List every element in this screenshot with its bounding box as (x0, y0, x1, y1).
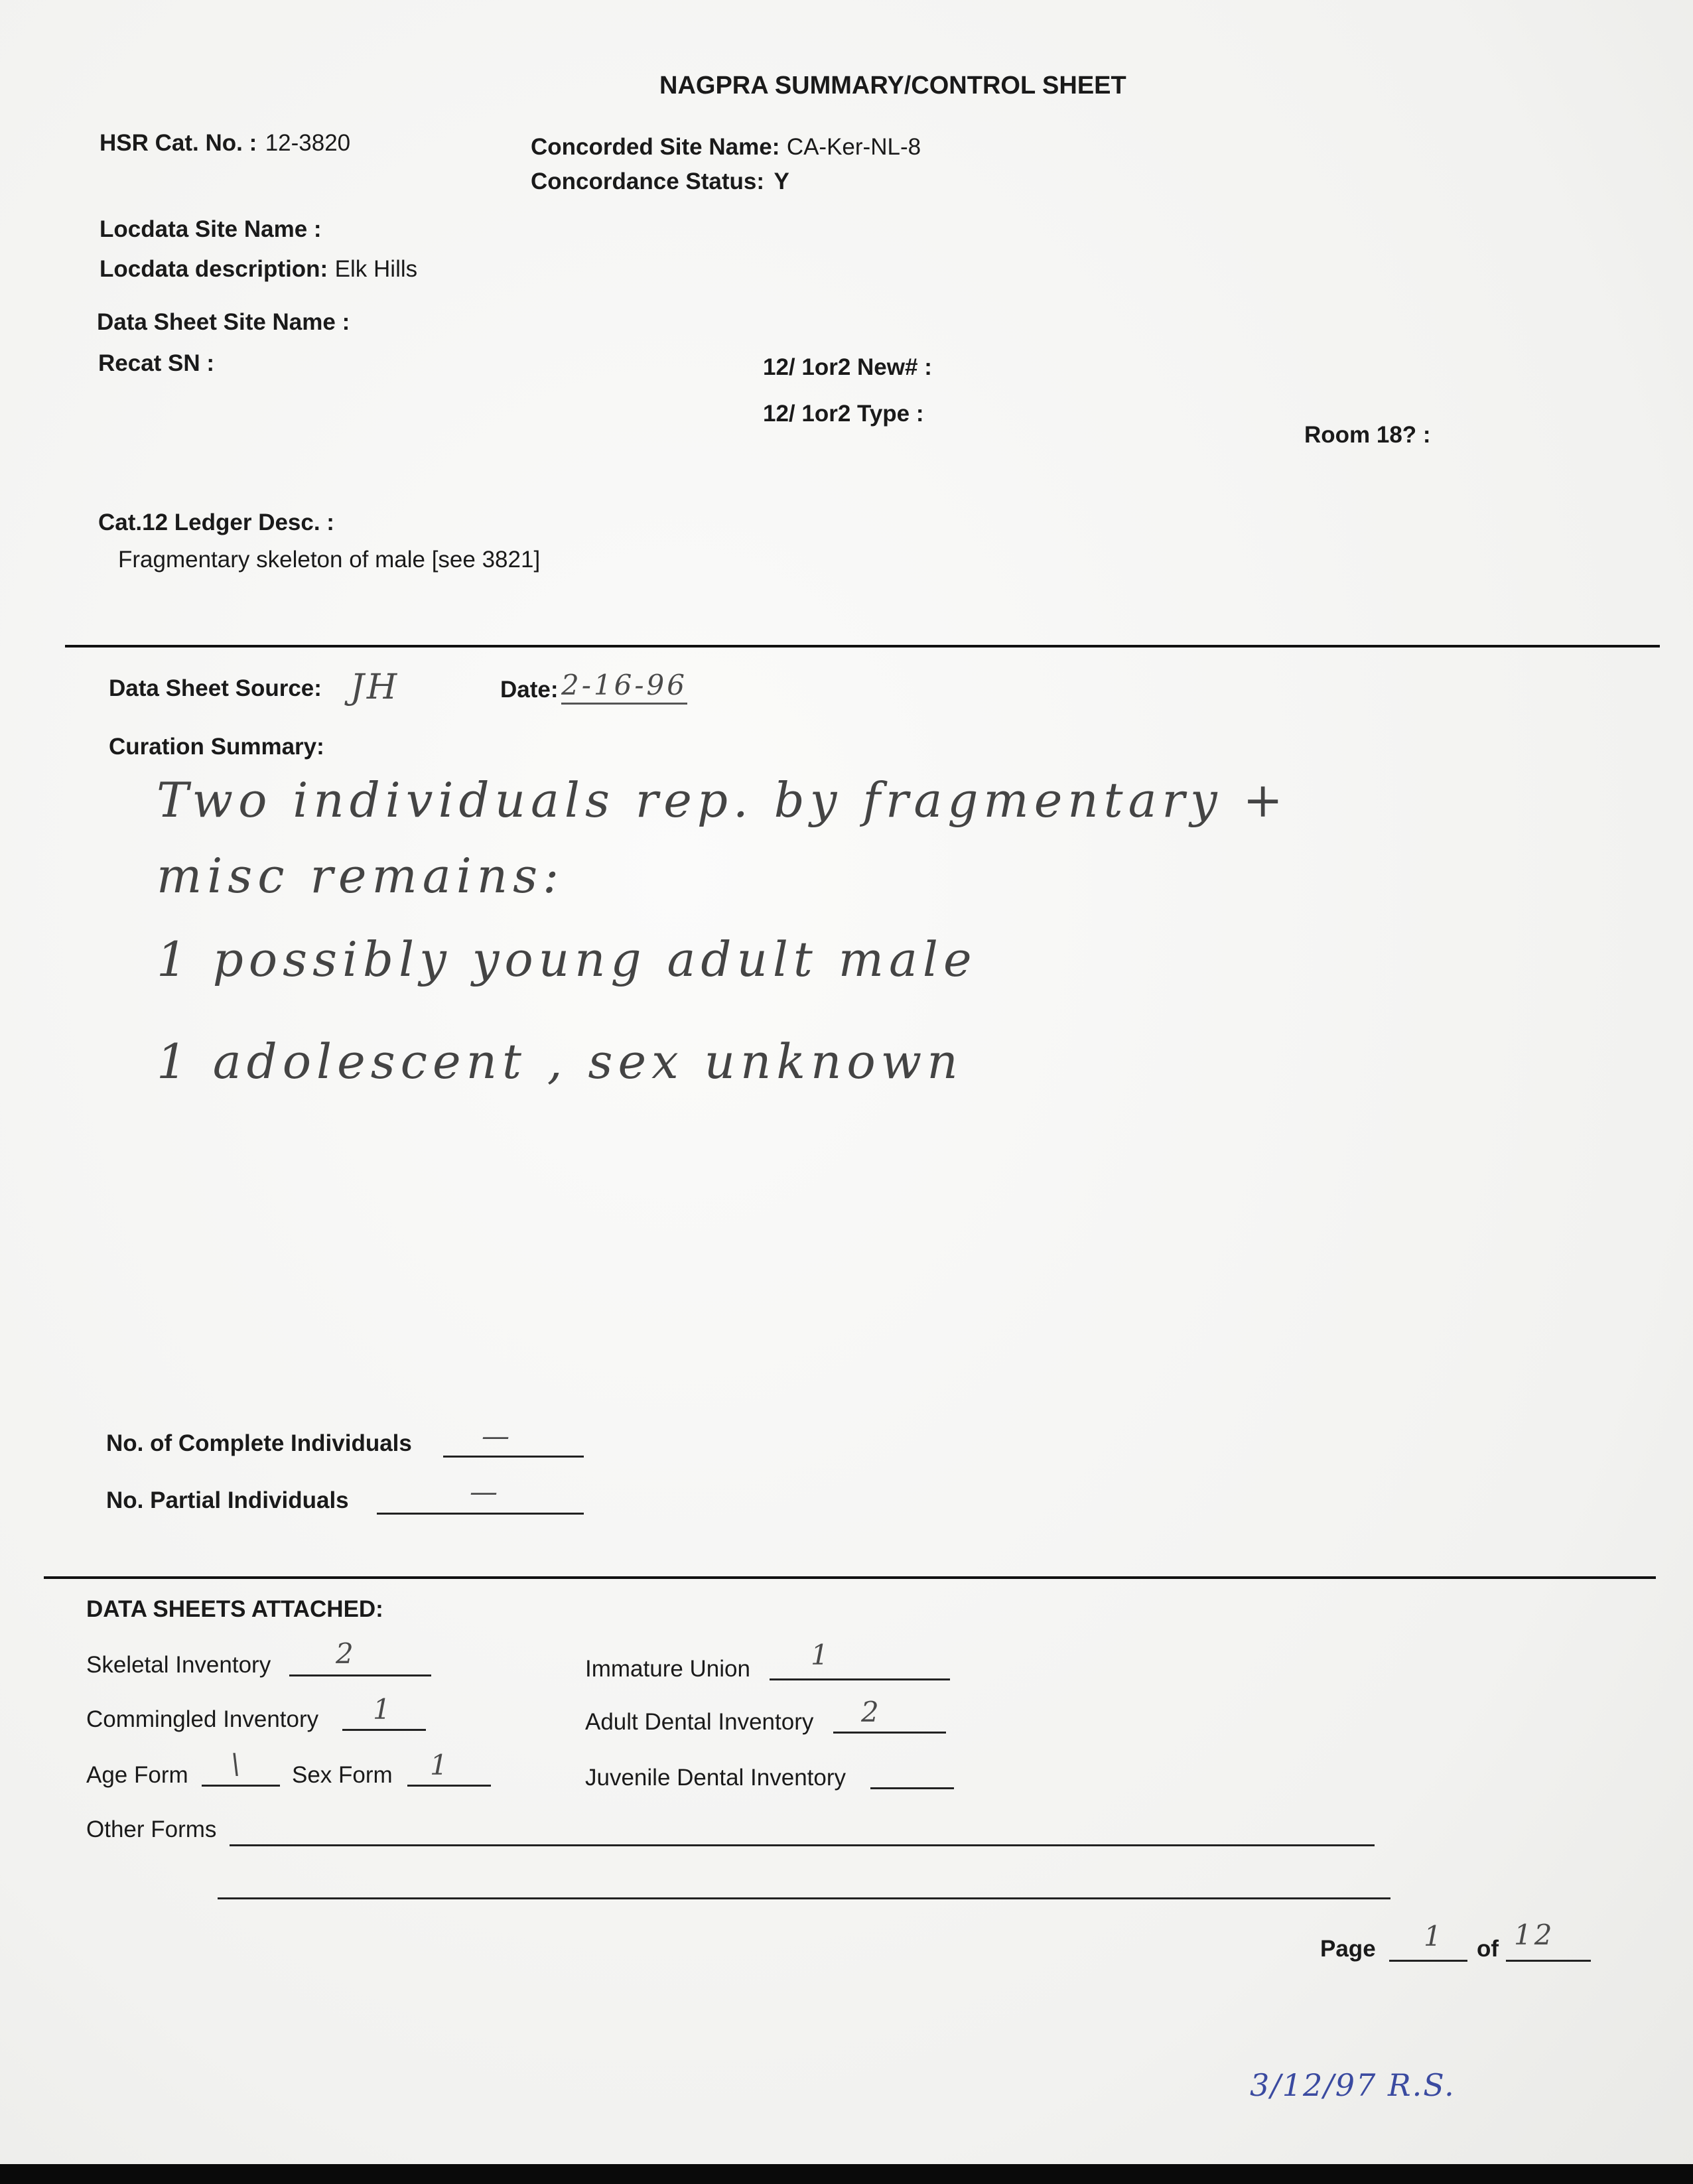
curation-note-line: 1 possibly young adult male (157, 931, 977, 987)
skeletal-inventory-label: Skeletal Inventory (86, 1652, 271, 1678)
complete-individuals-value: — (482, 1420, 512, 1452)
curation-note-line: misc remains: (157, 848, 565, 904)
page-number-value: 1 (1424, 1920, 1444, 1952)
skeletal-inventory-line (289, 1674, 431, 1676)
data-sheet-source-value: JH (350, 667, 400, 707)
immature-union-line (770, 1678, 950, 1680)
concordance-status-field (531, 169, 789, 195)
ledger-desc-value: Fragmentary skeleton of male [see 3821] (118, 547, 541, 573)
data-sheet-site-name-label: Data Sheet Site Name : (97, 309, 350, 335)
hsr-cat-label: HSR Cat. No. : (100, 130, 257, 156)
section-divider (44, 1576, 1656, 1579)
concorded-site-value: CA-Ker-NL-8 (786, 134, 921, 160)
page-number-line (1389, 1960, 1467, 1962)
room-18-label: Room 18? : (1304, 422, 1431, 448)
adult-dental-inventory-line (833, 1732, 946, 1734)
complete-individuals-line (443, 1456, 584, 1458)
concorded-site-field (531, 134, 921, 161)
sex-form-line (407, 1785, 491, 1787)
concordance-status-value: Y (774, 169, 789, 194)
curation-summary-label: Curation Summary: (109, 734, 324, 760)
age-form-line (202, 1785, 280, 1787)
page-title: NAGPRA SUMMARY/CONTROL SHEET (659, 72, 1126, 100)
age-form-value: \ (231, 1747, 243, 1780)
sex-form-label: Sex Form (292, 1762, 393, 1788)
date-label: Date: (500, 677, 559, 703)
handwritten-initials: 3/12/97 R.S. (1250, 2067, 1456, 2103)
adult-dental-inventory-label: Adult Dental Inventory (585, 1709, 814, 1735)
recat-sn-label: Recat SN : (98, 350, 215, 376)
hsr-cat-value: 12-3820 (265, 130, 351, 156)
commingled-inventory-label: Commingled Inventory (86, 1706, 319, 1732)
page-label: Page (1320, 1936, 1376, 1962)
immature-union-value: 1 (811, 1639, 831, 1671)
concorded-site-label: Concorded Site Name: (531, 134, 780, 160)
other-forms-label: Other Forms (86, 1816, 217, 1842)
juvenile-dental-inventory-line (870, 1787, 954, 1789)
concordance-status-label: Concordance Status: (531, 169, 764, 194)
age-form-label: Age Form (86, 1762, 188, 1788)
ledger-desc-label: Cat.12 Ledger Desc. : (98, 510, 334, 535)
other-forms-line (230, 1844, 1375, 1846)
type-label: 12/ 1or2 Type : (763, 401, 924, 427)
of-label: of (1477, 1936, 1499, 1962)
total-pages-line (1506, 1960, 1591, 1962)
commingled-inventory-value: 1 (373, 1693, 393, 1726)
other-forms-line-2 (218, 1897, 1390, 1899)
locdata-site-name-label: Locdata Site Name : (100, 216, 322, 242)
curation-note-line: 1 adolescent , sex unknown (157, 1034, 963, 1089)
adult-dental-inventory-value: 2 (861, 1696, 882, 1728)
total-pages-value: 12 (1514, 1919, 1555, 1951)
date-value: 2-16-96 (561, 669, 687, 705)
sex-form-value: 1 (430, 1749, 450, 1781)
data-sheet-source-label: Data Sheet Source: (109, 675, 322, 701)
commingled-inventory-line (342, 1729, 426, 1731)
data-sheets-attached-heading: DATA SHEETS ATTACHED: (86, 1596, 383, 1622)
locdata-description-value: Elk Hills (334, 256, 418, 282)
partial-individuals-value: — (470, 1475, 500, 1508)
scan-edge (0, 2164, 1693, 2184)
section-divider (65, 645, 1660, 648)
partial-individuals-line (377, 1513, 584, 1515)
juvenile-dental-inventory-label: Juvenile Dental Inventory (585, 1765, 846, 1791)
new-number-label: 12/ 1or2 New# : (763, 354, 932, 380)
hsr-cat-field (100, 130, 350, 157)
partial-individuals-label: No. Partial Individuals (106, 1487, 349, 1513)
locdata-description-label: Locdata description: (100, 256, 328, 282)
immature-union-label: Immature Union (585, 1656, 750, 1682)
locdata-description-field (100, 256, 417, 283)
skeletal-inventory-value: 2 (336, 1637, 356, 1670)
complete-individuals-label: No. of Complete Individuals (106, 1430, 412, 1456)
curation-note-line: Two individuals rep. by fragmentary + (157, 772, 1288, 828)
